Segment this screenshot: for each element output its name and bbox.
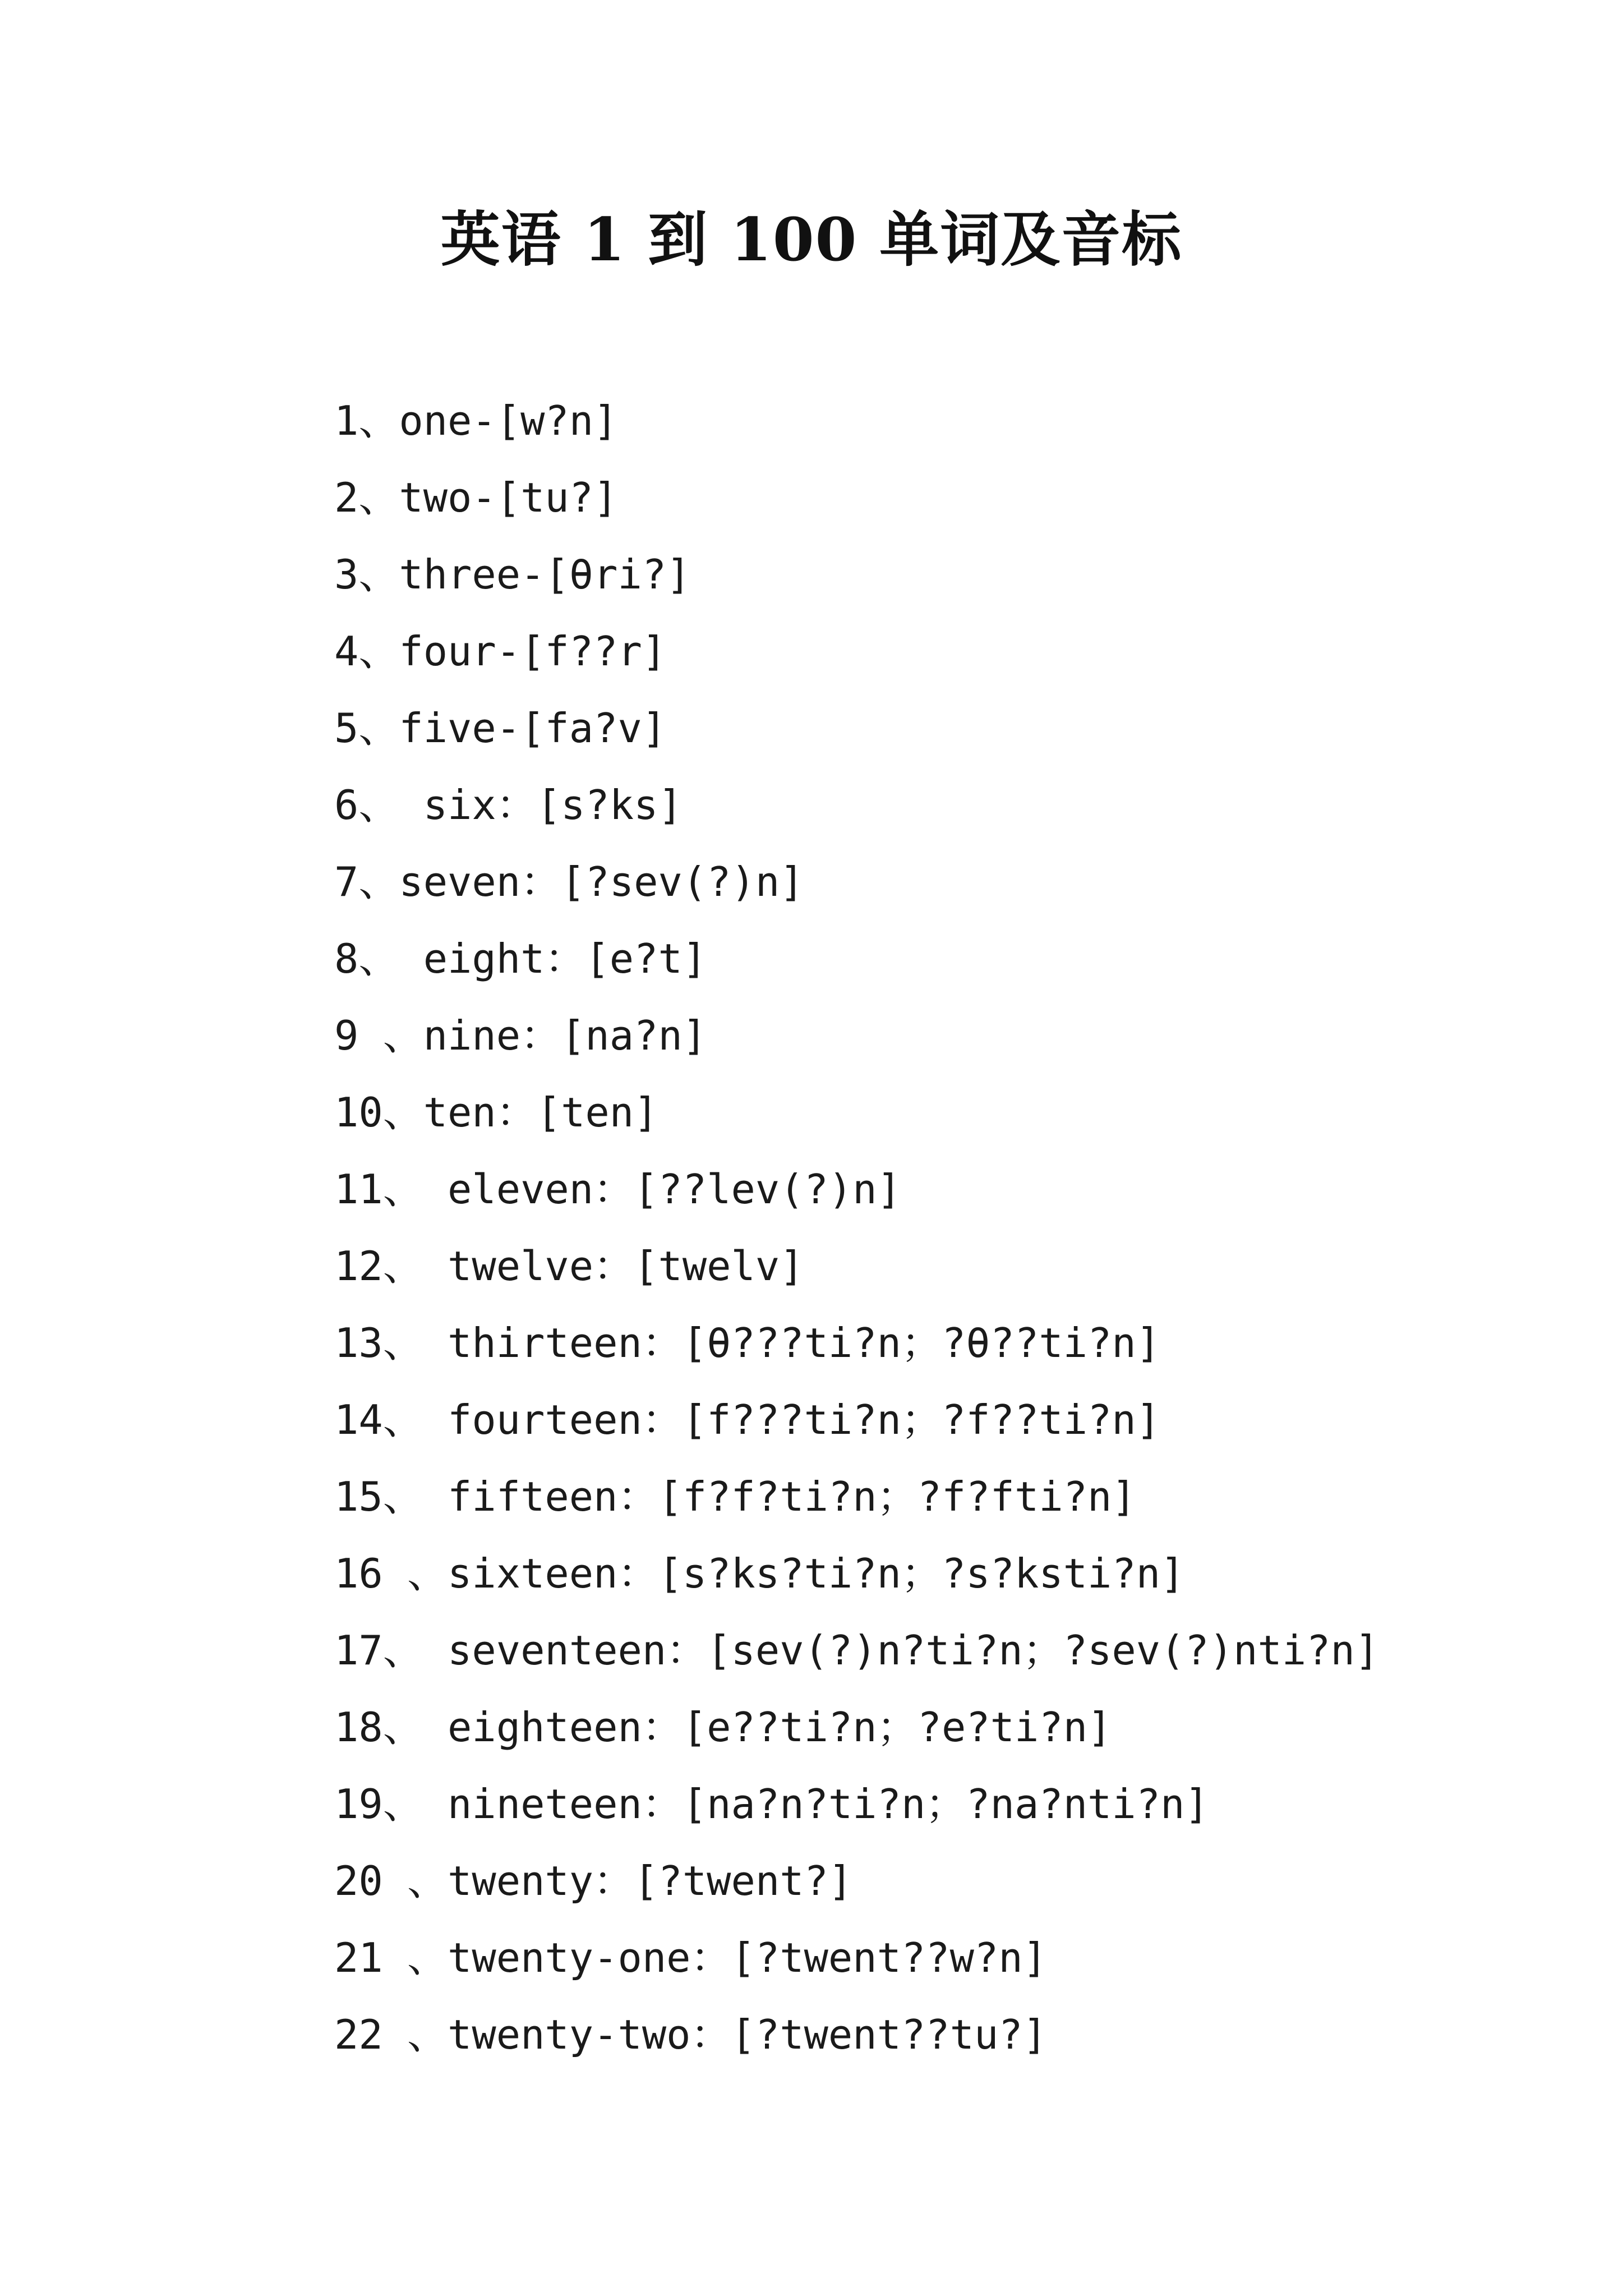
list-item: 21 、twenty-one：[?twent??w?n] xyxy=(334,1934,1048,1981)
list-item: 11、 eleven：[??lev(?)n] xyxy=(334,1166,901,1213)
list-item: 3、three-[θri?] xyxy=(334,551,691,598)
list-item: 10、ten：[ten] xyxy=(334,1089,658,1136)
list-item: 7、seven：[?sev(?)n] xyxy=(334,858,804,905)
page-title: 英语 1 到 100 单词及音标 xyxy=(440,204,1183,274)
list-item: 19、 nineteen：[na?n?ti?n；?na?nti?n] xyxy=(334,1780,1209,1828)
list-item: 12、 twelve：[twelv] xyxy=(334,1243,804,1290)
list-item: 14、 fourteen：[f???ti?n；?f??ti?n] xyxy=(334,1396,1161,1443)
list-item: 4、four-[f??r] xyxy=(334,628,667,675)
list-item: 6、 six：[s?ks] xyxy=(334,781,683,829)
list-item: 8、 eight：[e?t] xyxy=(334,935,707,982)
list-item: 5、five-[fa?v] xyxy=(334,705,667,752)
list-item: 15、 fifteen：[f?f?ti?n；?f?fti?n] xyxy=(334,1473,1136,1520)
list-item: 2、two-[tu?] xyxy=(334,474,618,521)
list-item: 20 、twenty：[?twent?] xyxy=(334,1857,853,1904)
list-item: 1、one-[w?n] xyxy=(334,397,618,444)
vocabulary-list xyxy=(334,383,1379,2073)
list-item: 18、 eighteen：[e??ti?n；?e?ti?n] xyxy=(334,1704,1112,1751)
list-item: 13、 thirteen：[θ???ti?n；?θ??ti?n] xyxy=(334,1319,1161,1366)
list-item: 9 、nine：[na?n] xyxy=(334,1012,707,1059)
list-item: 17、 seventeen：[sev(?)n?ti?n；?sev(?)nti?n] xyxy=(334,1627,1380,1674)
list-item: 16 、sixteen：[s?ks?ti?n；?s?ksti?n] xyxy=(334,1550,1185,1597)
list-item: 22 、twenty-two：[?twent??tu?] xyxy=(334,2011,1048,2058)
